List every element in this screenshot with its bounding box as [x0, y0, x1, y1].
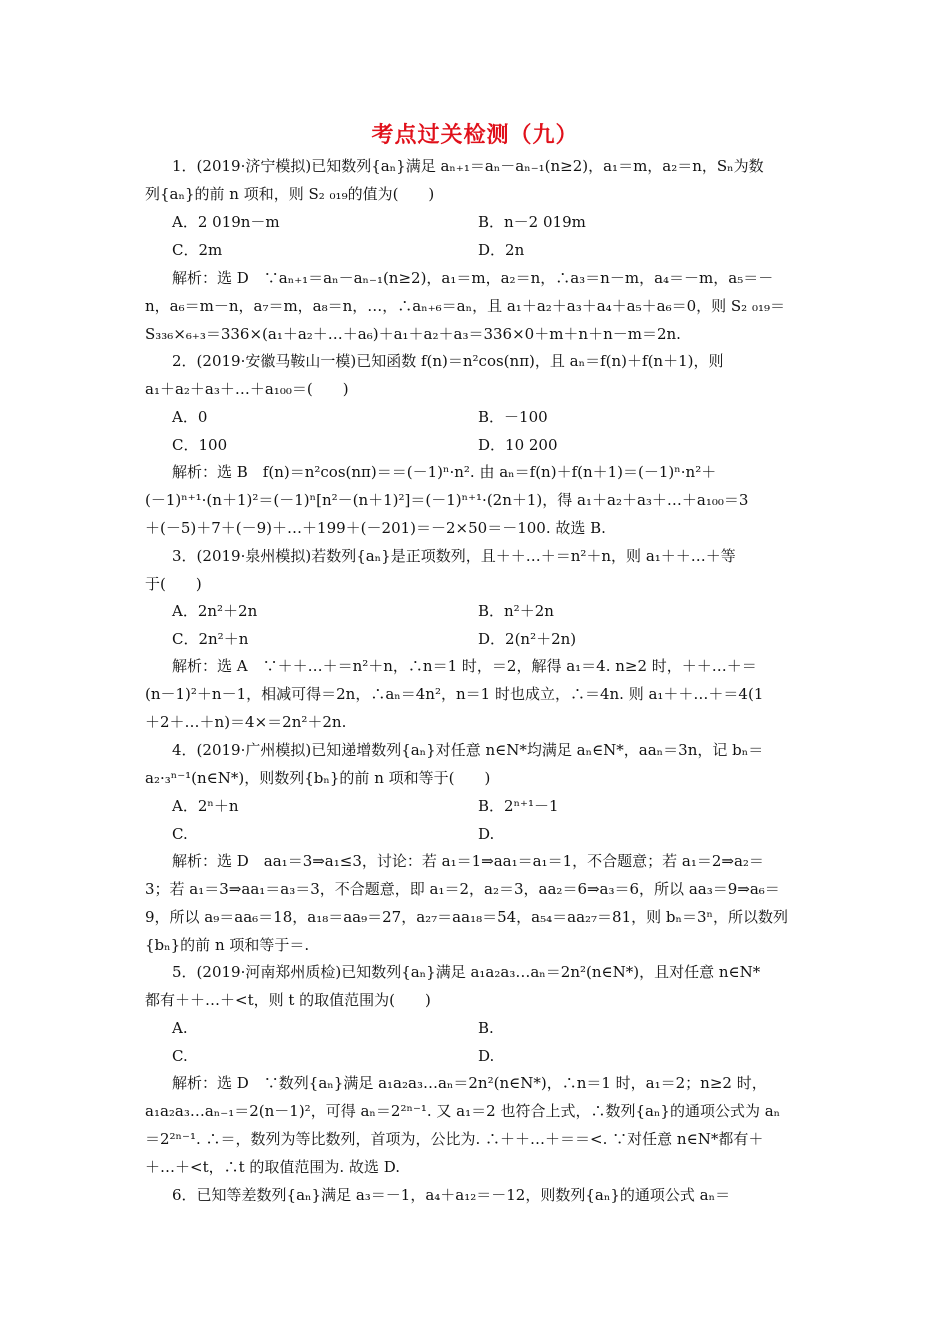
q1-solution-line-1: 解析：选 D ∵aₙ₊₁＝aₙ－aₙ₋₁(n≥2)，a₁＝m，a₂＝n，∴a₃＝n－m，a₄＝－m，a₅＝－	[172, 269, 774, 287]
q4-option-c: C.	[172, 825, 188, 843]
q3-solution-line-3: ＋2＋…＋n)＝4×＝2n²＋2n.	[145, 713, 347, 731]
q1-option-a: A．2 019n－m	[172, 213, 280, 231]
q1-solution-line-3: S₃₃₆×₆₊₃＝336×(a₁＋a₂＋…＋a₆)＋a₁＋a₂＋a₃＝336×0＋m＋n＋n－m＝2n.	[145, 325, 681, 343]
q2-option-c: C．100	[172, 436, 228, 454]
q4-solution-line-4: {bₙ}的前 n 项和等于＝.	[145, 936, 310, 954]
q4-option-b: B．2ⁿ⁺¹－1	[478, 797, 559, 815]
q5-option-d: D.	[478, 1047, 495, 1065]
q1-stem-line-2: 列{aₙ}的前 n 项和，则 S₂ ₀₁₉的值为( )	[145, 185, 435, 203]
q5-option-c: C.	[172, 1047, 188, 1065]
q2-solution-line-1: 解析：选 B f(n)＝n²cos(nπ)＝＝(－1)ⁿ·n². 由 aₙ＝f(n)＋f(n＋1)＝(－1)ⁿ·n²＋	[172, 463, 717, 481]
q1-solution-line-2: n，a₆＝m－n，a₇＝m，a₈＝n，…，∴aₙ₊₆＝aₙ，且 a₁＋a₂＋a₃＋a₄＋a₅＋a₆＝0，则 S₂ ₀₁₉＝	[145, 297, 786, 315]
q1-option-d: D．2n	[478, 241, 525, 259]
q3-solution-line-1: 解析：选 A ∵＋＋…＋＝n²＋n，∴n＝1 时，＝2，解得 a₁＝4. n≥2 时，＋＋…＋＝	[172, 657, 757, 675]
q5-solution-line-4: ＋…＋<t，∴t 的取值范围为. 故选 D.	[145, 1158, 400, 1176]
q2-option-a: A．0	[172, 408, 208, 426]
q2-option-b: B．－100	[478, 408, 548, 426]
q5-solution-line-3: ＝2²ⁿ⁻¹. ∴＝，数列为等比数列，首项为，公比为. ∴＋＋…＋＝＝<. ∵对任意 n∈N*都有＋	[145, 1130, 764, 1148]
q5-solution-line-1: 解析：选 D ∵数列{aₙ}满足 a₁a₂a₃…aₙ＝2n²(n∈N*)，∴n＝1 时，a₁＝2；n≥2 时，	[172, 1074, 767, 1092]
q5-option-a: A.	[172, 1019, 188, 1037]
q2-option-d: D．10 200	[478, 436, 558, 454]
q1-stem-line-1: 1．(2019·济宁模拟)已知数列{aₙ}满足 aₙ₊₁＝aₙ－aₙ₋₁(n≥2)，a₁＝m，a₂＝n，Sₙ为数	[172, 157, 764, 175]
q3-option-c: C．2n²＋n	[172, 630, 249, 648]
q5-option-b: B.	[478, 1019, 494, 1037]
q2-stem-line-2: a₁＋a₂＋a₃＋…＋a₁₀₀＝( )	[145, 380, 349, 398]
q4-solution-line-3: 9，所以 a₉＝aa₆＝18，a₁₈＝aa₉＝27，a₂₇＝aa₁₈＝54，a₅₄＝aa₂₇＝81，则 bₙ＝3ⁿ，所以数列	[145, 908, 789, 926]
q4-solution-line-2: 3；若 a₁＝3⇒aa₁＝a₃＝3，不合题意，即 a₁＝2，a₂＝3，aa₂＝6⇒a₃＝6，所以 aa₃＝9⇒a₆＝	[145, 880, 780, 898]
q3-option-d: D．2(n²＋2n)	[478, 630, 577, 648]
q4-stem-line-1: 4．(2019·广州模拟)已知递增数列{aₙ}对任意 n∈N*均满足 aₙ∈N*，aaₙ＝3n，记 bₙ＝	[172, 741, 764, 759]
q3-stem-line-2: 于( )	[145, 575, 202, 593]
q3-solution-line-2: (n－1)²＋n－1，相减可得＝2n，∴aₙ＝4n²，n＝1 时也成立，∴＝4n. 则 a₁＋＋…＋＝4(1	[145, 685, 764, 703]
q5-solution-line-2: a₁a₂a₃…aₙ₋₁＝2(n－1)²，可得 aₙ＝2²ⁿ⁻¹. 又 a₁＝2 也符合上式，∴数列{aₙ}的通项公式为 aₙ	[145, 1102, 781, 1120]
q3-option-b: B．n²＋2n	[478, 602, 554, 620]
q2-solution-line-3: ＋(－5)＋7＋(－9)＋…＋199＋(－201)＝－2×50＝－100. 故选 B.	[145, 519, 606, 537]
q2-solution-line-2: (－1)ⁿ⁺¹·(n＋1)²＝(－1)ⁿ[n²－(n＋1)²]＝(－1)ⁿ⁺¹·(2n＋1)，得 a₁＋a₂＋a₃＋…＋a₁₀₀＝3	[145, 491, 749, 509]
q1-option-c: C．2m	[172, 241, 223, 259]
q4-option-a: A．2ⁿ＋n	[172, 797, 239, 815]
q4-solution-line-1: 解析：选 D aa₁＝3⇒a₁≤3，讨论：若 a₁＝1⇒aa₁＝a₁＝1，不合题意；若 a₁＝2⇒a₂＝	[172, 852, 764, 870]
q5-stem-line-1: 5．(2019·河南郑州质检)已知数列{aₙ}满足 a₁a₂a₃…aₙ＝2n²(n∈N*)，且对任意 n∈N*	[172, 963, 761, 981]
q3-option-a: A．2n²＋2n	[172, 602, 258, 620]
q1-option-b: B．n－2 019m	[478, 213, 586, 231]
q2-stem-line-1: 2．(2019·安徽马鞍山一模)已知函数 f(n)＝n²cos(nπ)，且 aₙ＝f(n)＋f(n＋1)，则	[172, 352, 724, 370]
page-title: 考点过关检测（九）	[371, 123, 579, 148]
q6-stem-line-1: 6．已知等差数列{aₙ}满足 a₃＝－1，a₄＋a₁₂＝－12，则数列{aₙ}的通项公式 aₙ＝	[172, 1186, 731, 1204]
q3-stem-line-1: 3．(2019·泉州模拟)若数列{aₙ}是正项数列，且＋＋…＋＝n²＋n，则 a₁＋＋…＋等	[172, 547, 736, 565]
q5-stem-line-2: 都有＋＋…＋<t，则 t 的取值范围为( )	[145, 991, 431, 1009]
q4-stem-line-2: a₂·₃ⁿ⁻¹(n∈N*)，则数列{bₙ}的前 n 项和等于( )	[145, 769, 491, 787]
q4-option-d: D.	[478, 825, 495, 843]
